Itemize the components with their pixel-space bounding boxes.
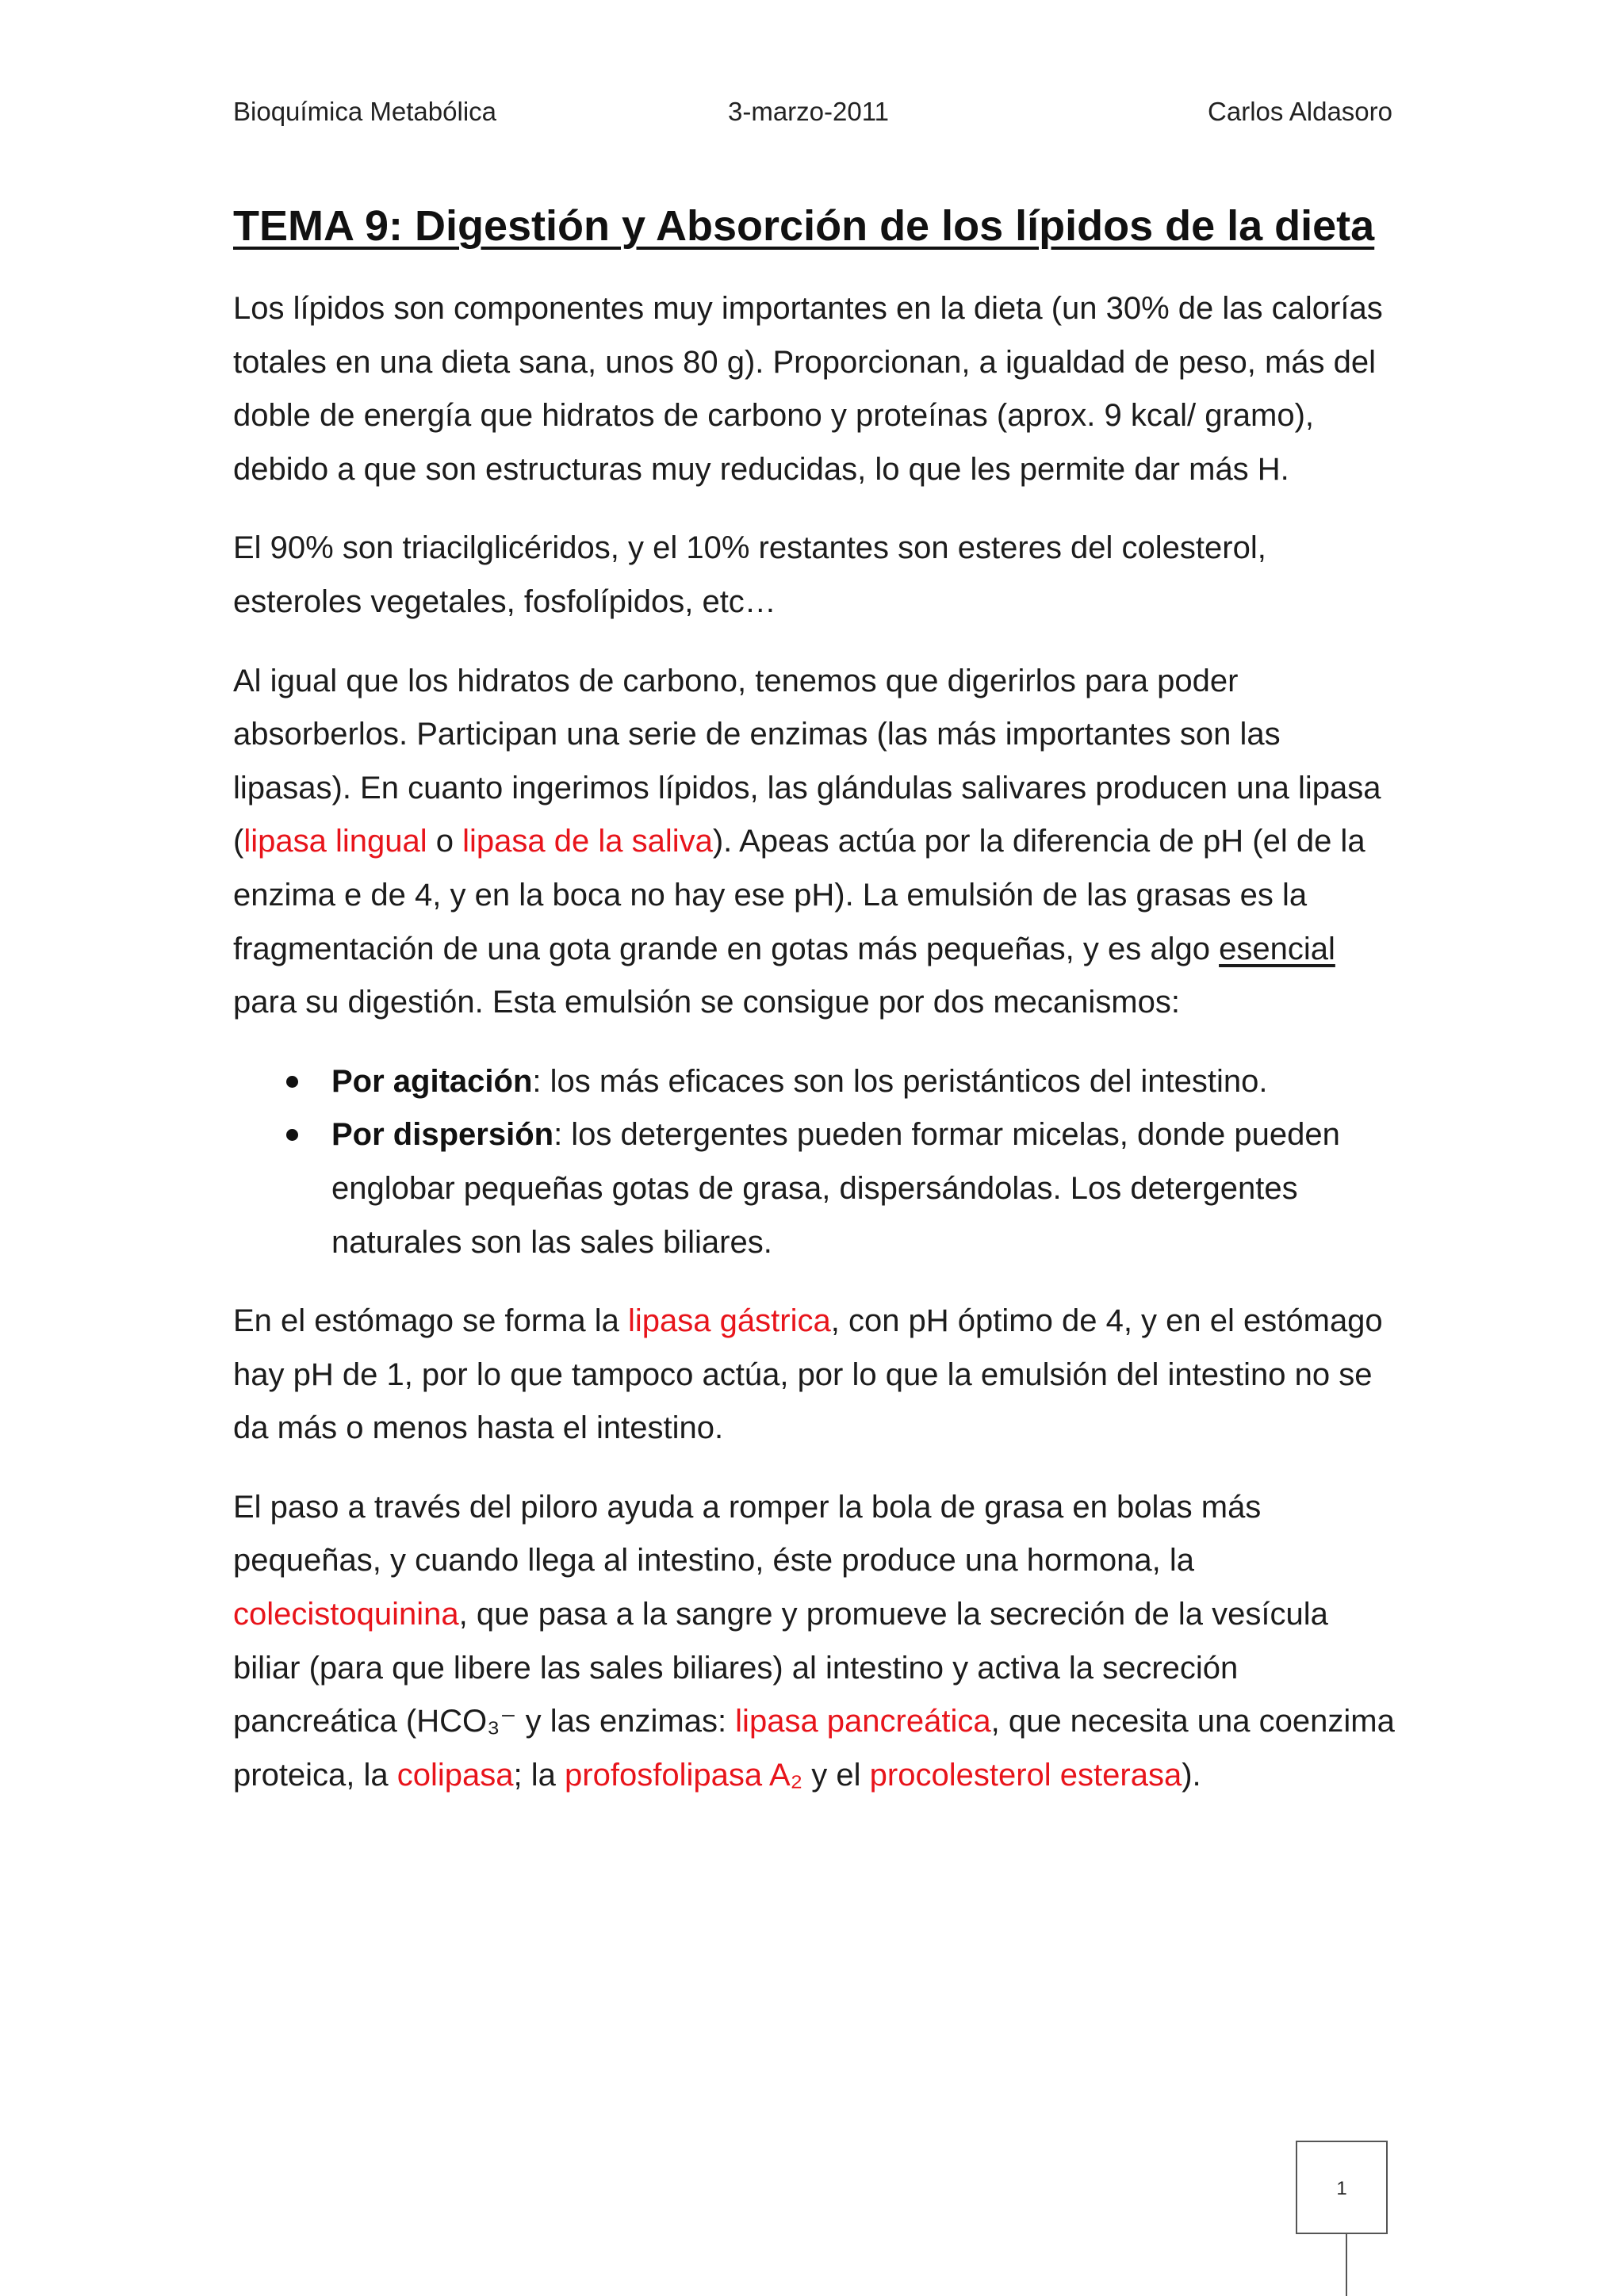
mechanisms-list <box>233 1055 1399 1269</box>
list-item-text: : los detergentes pueden formar micelas, donde pueden englobar pequeñas gotas de grasa, dispersándolas. Los detergentes naturales son las sales biliares. <box>331 1117 1340 1260</box>
text-segment: El paso a través del piloro ayuda a romper la bola de grasa en bolas más pequeñas, y cuando llega al intestino, éste produce una hormona, la <box>233 1489 1262 1578</box>
text-segment: ). <box>1182 1757 1201 1793</box>
text-segment: , que necesita una coenzima proteica, la <box>233 1704 1395 1793</box>
header-date: 3-marzo-2011 <box>728 97 889 126</box>
bullet-icon <box>286 1129 298 1141</box>
term-colipasa: colipasa <box>396 1757 514 1793</box>
text-segment: En el estómago se forma la <box>233 1303 629 1339</box>
term-lipasa-gastrica: lipasa gástrica <box>628 1303 831 1339</box>
list-item-term: Por dispersión <box>331 1117 554 1153</box>
term-colecistoquinina: colecistoquinina <box>233 1597 459 1632</box>
emphasis-esencial: esencial <box>1219 931 1335 966</box>
term-lipasa-pancreatica: lipasa pancreática <box>735 1704 991 1739</box>
page-number-connector <box>1346 2234 1347 2296</box>
text-segment: , con pH óptimo de 4, y en el estómago hay pH de 1, por lo que tampoco actúa, por lo que la emulsión del intestino no se da más o menos hasta el intestino. <box>233 1303 1383 1446</box>
paragraph-intro: Los lípidos son componentes muy importantes en la dieta (un 30% de las calorías totales en una dieta sana, unos 80 g). Proporcionan, a igualdad de peso, más del doble de energía que hidratos de carbono y proteínas (aprox. 9 kcal/ gramo), debido a que son estructuras muy reducidas, lo que les permite dar más H. <box>233 291 1383 487</box>
page-title: TEMA 9: Digestión y Absorción de los lípidos de la dieta <box>233 202 1375 250</box>
bullet-icon <box>286 1076 298 1088</box>
list-item <box>331 1055 1399 1109</box>
text-segment: , que pasa a la sangre y promueve la secreción de la vesícula biliar (para que libere las sales biliares) al intestino y activa la secreción pancreática (HCO₃⁻ y las enzimas: <box>233 1597 1328 1739</box>
header-author: Carlos Aldasoro <box>1208 97 1392 126</box>
page-number: 1 <box>1296 2141 1388 2234</box>
paragraph-digestion <box>233 655 1399 1030</box>
term-profosfolipasa: profosfolipasa A₂ <box>565 1757 803 1793</box>
term-lipasa-saliva: lipasa de la saliva <box>462 824 713 859</box>
term-lipasa-lingual: lipasa lingual <box>243 824 427 859</box>
text-segment: ). Apeas actúa por la diferencia de pH (el de la enzima e de 4, y en la boca no hay ese pH). La emulsión de las grasas es la fragmentación de una gota grande en gotas más pequeñas, y es algo <box>233 824 1365 966</box>
text-segment: ; la <box>513 1757 565 1793</box>
page-header <box>233 97 1392 136</box>
text-segment: Al igual que los hidratos de carbono, tenemos que digerirlos para poder absorberlos. Participan una serie de enzimas (las más importantes son las lipasas). En cuanto ingerimos lípidos, las glándulas salivares producen una lipasa ( <box>233 663 1381 859</box>
paragraph-intestine <box>233 1481 1399 1803</box>
document-body <box>233 198 1399 1827</box>
term-procolesterol-esterasa: procolesterol esterasa <box>869 1757 1182 1793</box>
list-item <box>331 1108 1399 1269</box>
list-item-term: Por agitación <box>331 1063 533 1099</box>
list-item-text: : los más eficaces son los peristánticos del intestino. <box>532 1063 1268 1099</box>
paragraph-stomach <box>233 1295 1399 1456</box>
text-segment: para su digestión. Esta emulsión se consigue por dos mecanismos: <box>233 985 1180 1020</box>
text-segment: o <box>427 824 463 859</box>
paragraph-composition: El 90% son triacilglicéridos, y el 10% restantes son esteres del colesterol, esteroles vegetales, fosfolípidos, etc… <box>233 530 1266 619</box>
header-subject: Bioquímica Metabólica <box>233 97 496 126</box>
text-segment: y el <box>802 1757 870 1793</box>
